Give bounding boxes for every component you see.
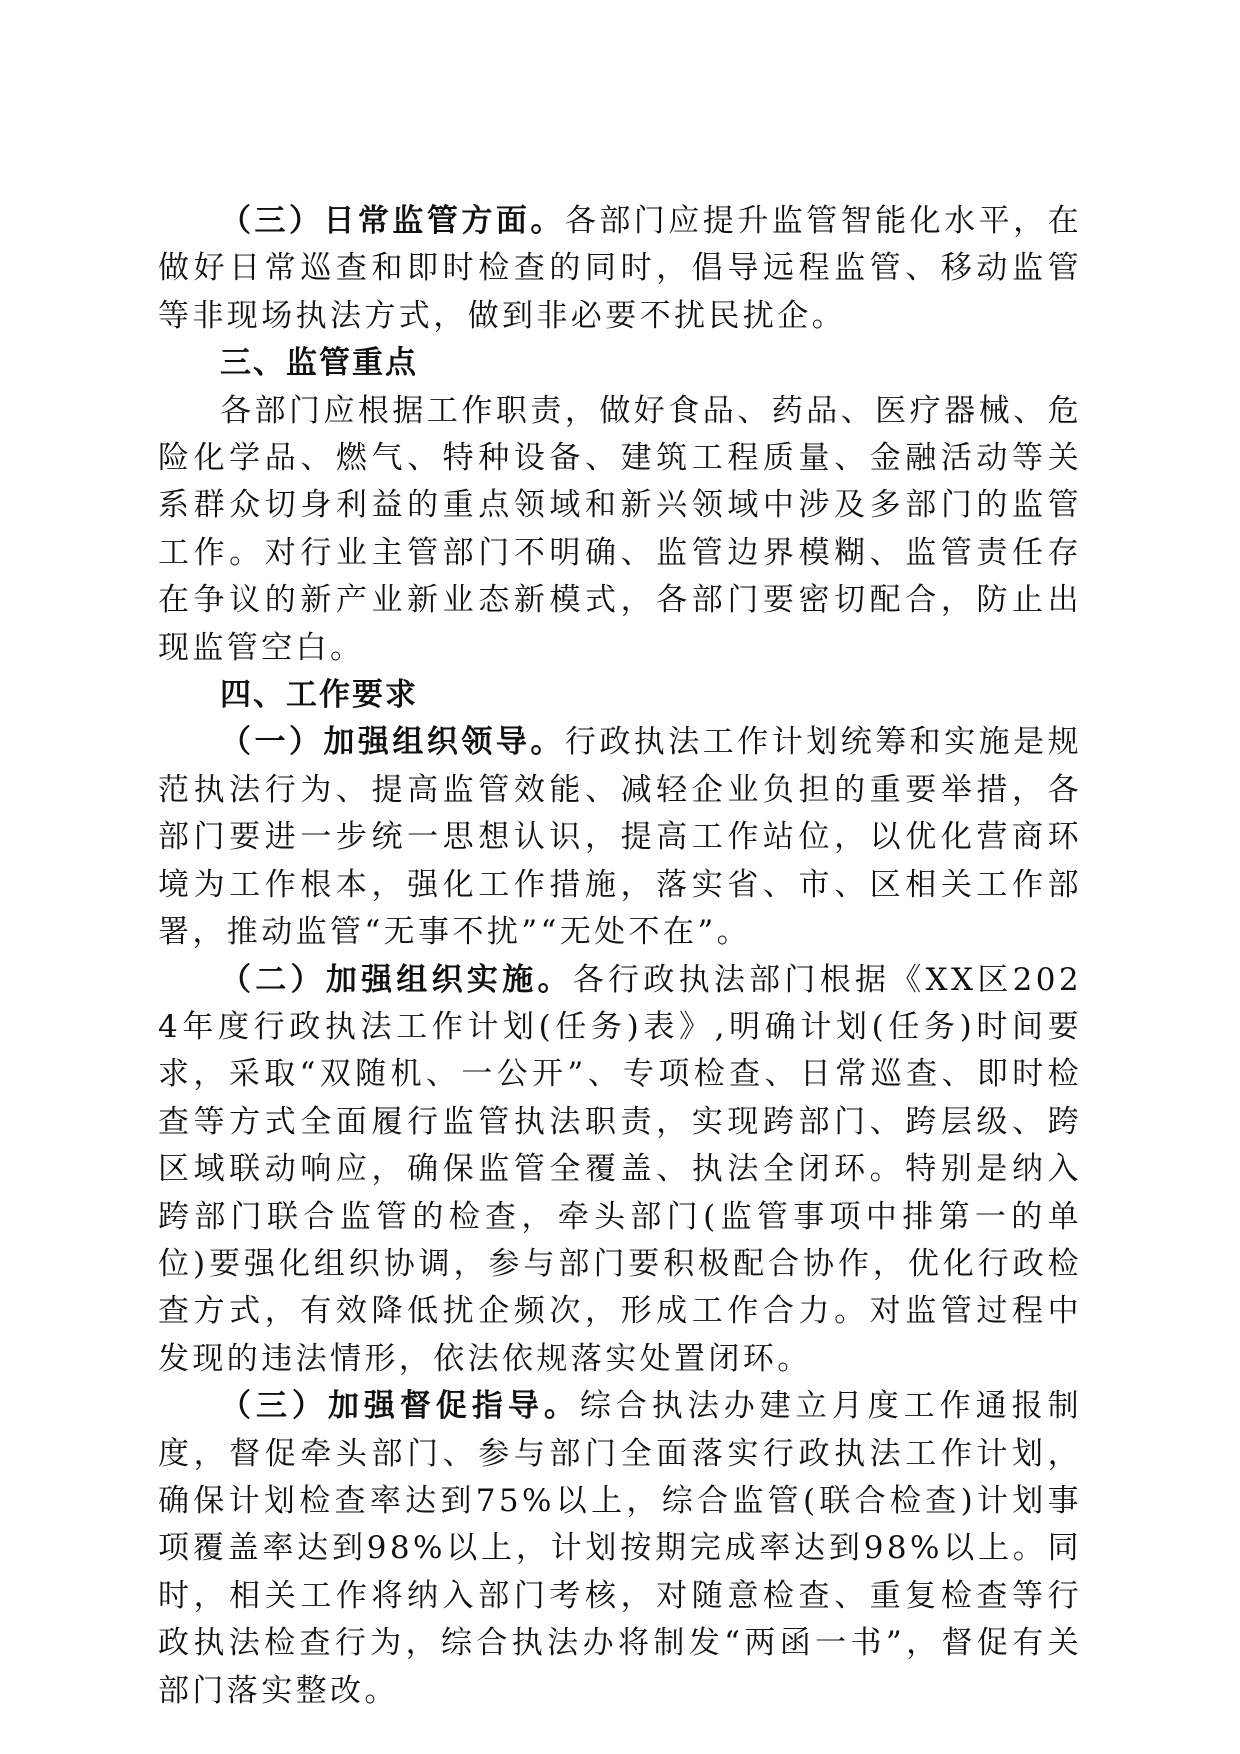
section-heading-supervision-focus: 三、监管重点 bbox=[220, 345, 418, 382]
paragraph-text: 各部门应根据工作职责，做好食品、药品、医疗器械、危险化学品、燃气、特种设备、建筑工程质量、金融活动等关系群众切身利益的重点领域和新兴领域中涉及多部门的监管工作。对行业主管部门不明确、监管边界模糊、监管责任存在争议的新产业新业态新模式，各部门要密切配合，防止出现监管空白。 bbox=[158, 392, 1082, 666]
paragraph-organizational-implementation bbox=[158, 957, 1082, 1384]
paragraph-text: 行政执法工作计划统筹和实施是规范执法行为、提高监管效能、减轻企业负担的重要举措，各部门要进一步统一思想认识，提高工作站位，以优化营商环境为工作根本，强化工作措施，落实省、市、区相关工作部署，推动监管“无事不扰”“无处不在”。 bbox=[158, 724, 1083, 951]
paragraph-text: 各部门应提升监管智能化水平，在做好日常巡查和即时检查的同时，倡导远程监管、移动监管等非现场执法方式，做到非必要不扰民扰企。 bbox=[158, 203, 1083, 334]
document-body bbox=[158, 198, 1082, 1715]
paragraph-lead: （一）加强组织领导。 bbox=[220, 724, 565, 761]
paragraph-supervision-guidance bbox=[158, 1383, 1082, 1715]
paragraph-lead: （二）加强组织实施。 bbox=[220, 961, 573, 998]
paragraph-supervision-focus bbox=[158, 388, 1082, 672]
paragraph-text: 综合执法办建立月度工作通报制度，督促牵头部门、参与部门全面落实行政执法工作计划，确保计划检查率达到75%以上，综合监管(联合检查)计划事项覆盖率达到98%以上，计划按期完成率达到98%以上。同时，相关工作将纳入部门考核，对随意检查、重复检查等行政执法检查行为，综合执法办将制发“两函一书”，督促有关部门落实整改。 bbox=[158, 1388, 1082, 1709]
paragraph-text: 各行政执法部门根据《XX区2024年度行政执法工作计划(任务)表》,明确计划(任务)时间要求，采取“双随机、一公开”、专项检查、日常巡查、即时检查等方式全面履行监管执法职责，实现跨部门、跨层级、跨区域联动响应，确保监管全覆盖、执法全闭环。特别是纳入跨部门联合监管的检查，牵头部门(监管事项中排第一的单位)要强化组织协调，参与部门要积极配合协作，优化行政检查方式，有效降低扰企频次，形成工作合力。对监管过程中发现的违法情形，依法依规落实处置闭环。 bbox=[158, 961, 1082, 1377]
paragraph-lead: （三）日常监管方面。 bbox=[220, 203, 565, 239]
paragraph-organizational-leadership bbox=[158, 719, 1082, 956]
section-heading-work-requirements: 四、工作要求 bbox=[220, 677, 418, 714]
paragraph-lead: （三）加强督促指导。 bbox=[220, 1388, 580, 1425]
paragraph-daily-supervision bbox=[158, 198, 1082, 340]
